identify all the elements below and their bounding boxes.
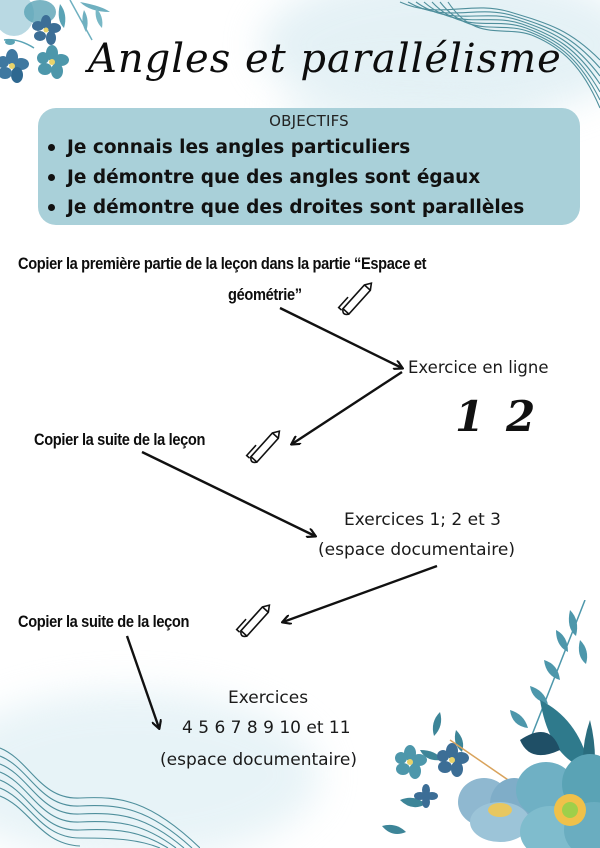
exercise-set1-location: (espace documentaire) — [318, 540, 515, 560]
arrow-icon — [142, 452, 315, 536]
exercise-set2-title: Exercices — [228, 688, 309, 708]
objective-text: Je démontre que des droites sont parallèles — [67, 196, 525, 218]
bullet-icon — [48, 144, 55, 151]
objectives-box — [38, 108, 580, 225]
objectives-heading: OBJECTIFS — [269, 112, 349, 130]
bullet-icon — [48, 174, 55, 181]
objective-text: Je démontre que des angles sont égaux — [67, 166, 481, 188]
online-exercise-label: Exercice en ligne — [408, 358, 549, 377]
online-exercise-link-1[interactable]: 1 — [455, 392, 485, 441]
online-exercise-link-2[interactable]: 2 — [506, 392, 536, 441]
bullet-icon — [48, 204, 55, 211]
wave-lines-bottom-left-icon — [0, 740, 200, 848]
objective-item — [46, 132, 524, 162]
objective-item — [46, 192, 524, 222]
step2-instruction: Copier la suite de la leçon — [34, 430, 206, 449]
step1-instruction-line1: Copier la première partie de la leçon dans la partie “Espace et — [18, 254, 427, 273]
objective-item — [46, 162, 524, 192]
exercise-set2-location: (espace documentaire) — [160, 750, 357, 770]
floral-bottom-right-icon — [380, 600, 600, 848]
exercise-set1-title: Exercices 1; 2 et 3 — [344, 510, 502, 530]
arrow-icon — [280, 308, 402, 368]
arrow-icon — [292, 372, 402, 444]
page-title: Angles et parallélisme — [88, 36, 562, 82]
pencil-icon — [338, 278, 374, 316]
exercise-set2-numbers: 4 5 6 7 8 9 10 et 11 — [182, 718, 351, 738]
step3-instruction: Copier la suite de la leçon — [18, 612, 190, 631]
pencil-icon — [246, 426, 282, 464]
pencil-icon — [236, 600, 272, 638]
objective-text: Je connais les angles particuliers — [67, 136, 411, 158]
step1-instruction-line2: géométrie” — [228, 285, 302, 304]
objectives-list — [46, 132, 524, 222]
